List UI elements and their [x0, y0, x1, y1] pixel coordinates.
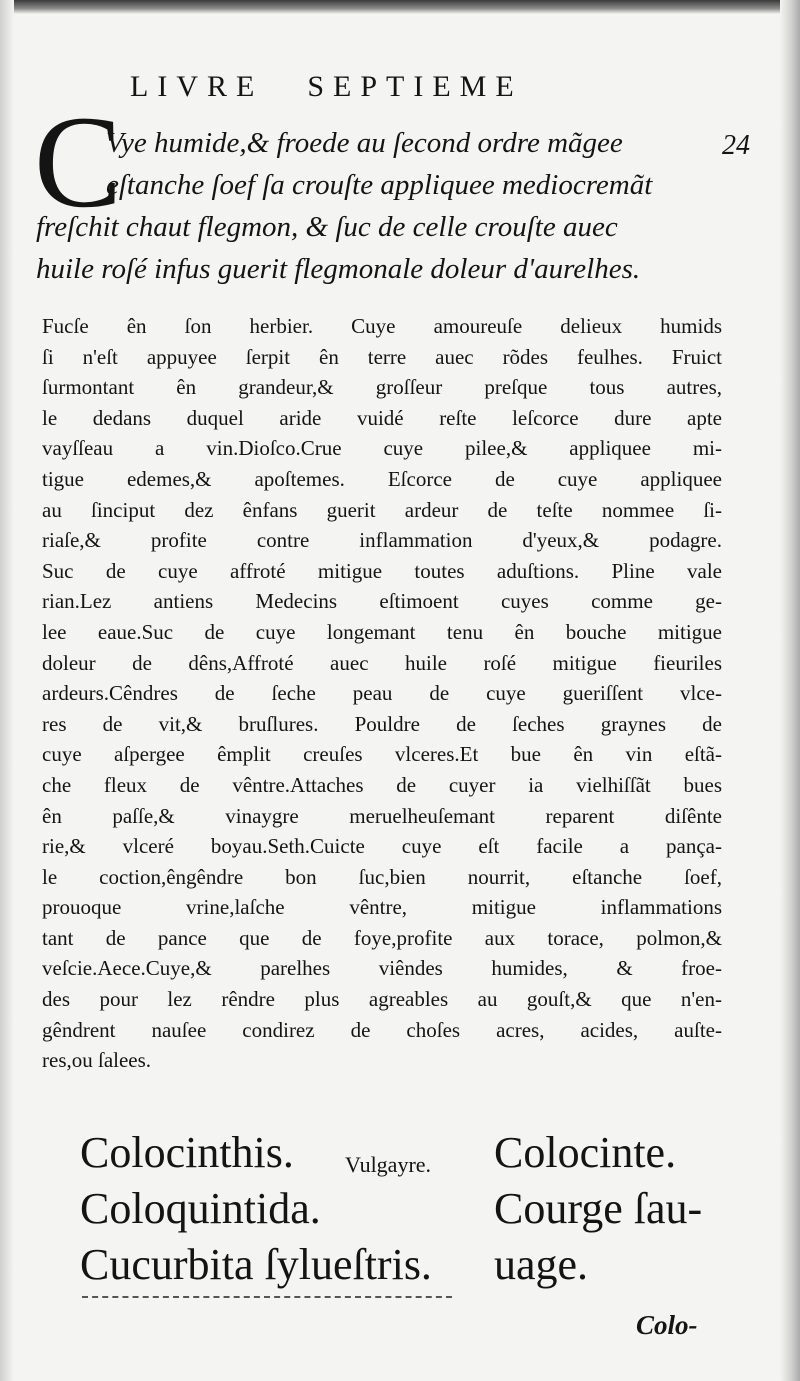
- prose-line: lee eaue.Suc de cuye longemant tenu ên bouche mitigue: [42, 619, 722, 644]
- prose-line: le coction,êngêndre bon ſuc,bien nourrit, eſtanche ſoef,: [42, 864, 722, 889]
- prose-line: Suc de cuye affroté mitigue toutes aduſtions. Pline vale: [42, 558, 722, 583]
- catchword: Colo-: [636, 1310, 698, 1340]
- prose-line: au ſinciput dez ênfans guerit ardeur de teſte nommee ſi-: [42, 497, 722, 522]
- prose-block: [42, 311, 722, 1076]
- running-head-left: LIVRE: [130, 70, 264, 103]
- french-synonym: Courge ſau-: [494, 1184, 703, 1233]
- dashed-rule: [82, 1296, 452, 1298]
- latin-synonym: Cucurbita ſylueſtris.: [80, 1240, 432, 1289]
- prose-line: ſi n'eſt appuyee ſerpit ên terre auec rõdes feulhes. Fruict: [42, 344, 722, 369]
- prose-line: prouoque vrine,laſche vêntre, mitigue inflammations: [42, 895, 722, 920]
- prose-line: Fucſe ên ſon herbier. Cuye amoureuſe delieux humids: [42, 314, 722, 338]
- verse-line: huile roſé infus guerit flegmonale doleur d'aurelhes.: [36, 253, 641, 285]
- prose-line: tigue edemes,& apoſtemes. Eſcorce de cuye appliquee: [42, 466, 722, 491]
- drop-cap: C: [34, 88, 123, 235]
- page-top-edge: [0, 0, 800, 14]
- french-synonym: uage.: [494, 1240, 589, 1289]
- prose-line: ên paſſe,& vinaygre meruelheuſemant reparent diſênte: [42, 803, 722, 828]
- verse-line: freſchit chaut flegmon, & ſuc de celle crouſte auec: [36, 211, 618, 243]
- prose-line: vayſſeau a vin.Dioſco.Crue cuye pilee,& appliquee mi-: [42, 436, 722, 461]
- french-synonyms: [494, 1125, 702, 1293]
- prose-line: veſcie.Aece.Cuye,& parelhes viêndes humides, & froe-: [42, 956, 722, 981]
- prose-line: des pour lez rêndre plus agreables au gouſt,& que n'en-: [42, 987, 722, 1012]
- prose-line: rian.Lez antiens Medecins eſtimoent cuyes comme ge-: [42, 589, 722, 614]
- page-right-edge: [780, 0, 800, 1381]
- latin-synonyms: [80, 1125, 432, 1293]
- verse-line: Vye humide,& froede au ſecond ordre mãgee: [106, 127, 623, 159]
- prose-line: tant de pance que de foye,profite aux torace, polmon,&: [42, 925, 722, 950]
- prose-line: cuye aſpergee êmplit creuſes vlceres.Et bue ên vin eſtã-: [42, 742, 722, 767]
- prose-line: le dedans duquel aride vuidé reſte leſcorce dure apte: [42, 405, 722, 430]
- prose-line: res de vit,& bruſlures. Pouldre de ſeches graynes de: [42, 711, 722, 736]
- prose-line: ſurmontant ên grandeur,& groſſeur preſque tous autres,: [42, 375, 722, 400]
- page-left-edge: [0, 0, 14, 1381]
- latin-synonym: Colocinthis.: [80, 1128, 294, 1177]
- prose-line: rie,& vlceré boyau.Seth.Cuicte cuye eſt facile a pança-: [42, 834, 722, 859]
- running-head: [130, 70, 523, 104]
- prose-line: gêndrent nauſee condirez de choſes acres, acides, auſte-: [42, 1017, 722, 1042]
- verse-line: eſtanche ſoef ſa crouſte appliquee mediocremãt: [106, 169, 653, 201]
- french-synonym: Colocinte.: [494, 1128, 677, 1177]
- prose-line: ardeurs.Cêndres de ſeche peau de cuye gueriſſent vlce-: [42, 681, 722, 706]
- prose-line: che fleux de vêntre.Attaches de cuyer ia vielhiſſãt bues: [42, 772, 722, 797]
- folio-number: 24: [722, 130, 750, 161]
- vernacular-label: Vulgayre.: [345, 1152, 432, 1177]
- running-head-right: SEPTIEME: [307, 70, 523, 103]
- latin-synonym: Coloquintida.: [80, 1184, 321, 1233]
- prose-line: res,ou ſalees.: [42, 1048, 152, 1073]
- prose-line: riaſe,& profite contre inflammation d'yeux,& podagre.: [42, 528, 722, 553]
- prose-line: doleur de dêns,Affroté auec huile roſé mitigue fieuriles: [42, 650, 722, 675]
